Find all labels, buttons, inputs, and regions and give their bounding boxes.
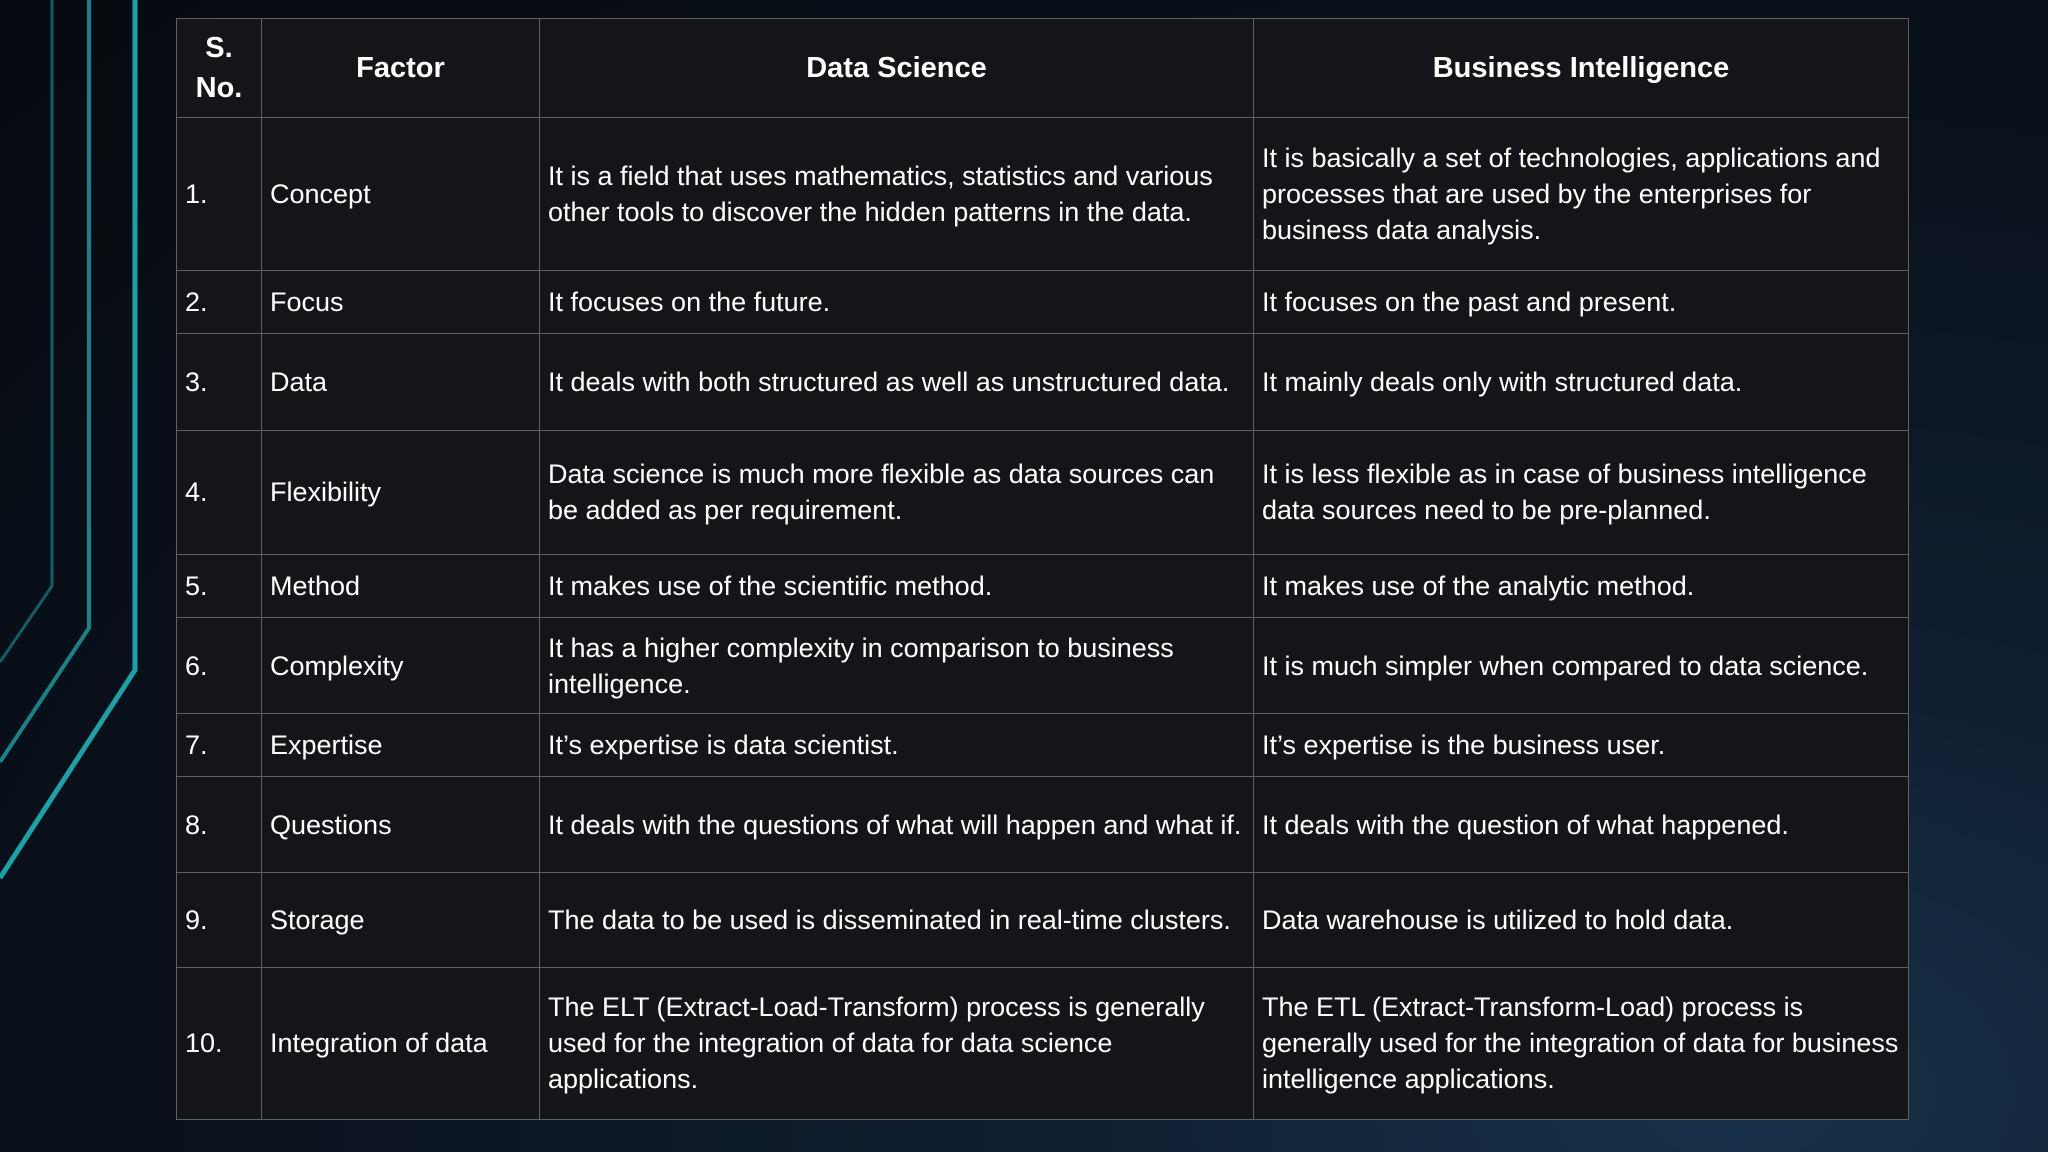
header-data-science: Data Science [540,19,1254,118]
row-business-intelligence: It is less flexible as in case of business intelligence data sources need to be pre-planned. [1254,430,1909,554]
row-factor: Storage [262,873,540,967]
row-factor: Flexibility [262,430,540,554]
comparison-table [176,18,1909,1120]
row-data-science: It makes use of the scientific method. [540,554,1254,617]
header-factor: Factor [262,19,540,118]
row-data-science: The ELT (Extract-Load-Transform) process is generally used for the integration of data for data science applications. [540,967,1254,1119]
row-business-intelligence: The ETL (Extract-Transform-Load) process is generally used for the integration of data for business intelligence applications. [1254,967,1909,1119]
header-business-intelligence: Business Intelligence [1254,19,1909,118]
row-factor: Questions [262,777,540,873]
table-row [177,617,1909,713]
row-number: 9. [177,873,262,967]
row-factor: Expertise [262,714,540,777]
table-row [177,430,1909,554]
row-factor: Data [262,334,540,430]
table-row [177,777,1909,873]
row-data-science: It focuses on the future. [540,271,1254,334]
row-factor: Concept [262,118,540,271]
row-business-intelligence: Data warehouse is utilized to hold data. [1254,873,1909,967]
table-row [177,271,1909,334]
row-data-science: It’s expertise is data scientist. [540,714,1254,777]
row-factor: Complexity [262,617,540,713]
row-number: 4. [177,430,262,554]
row-data-science: It has a higher complexity in comparison to business intelligence. [540,617,1254,713]
row-number: 1. [177,118,262,271]
table-row [177,118,1909,271]
row-business-intelligence: It mainly deals only with structured data. [1254,334,1909,430]
row-business-intelligence: It is much simpler when compared to data science. [1254,617,1909,713]
row-business-intelligence: It is basically a set of technologies, applications and processes that are used by the enterprises for business data analysis. [1254,118,1909,271]
table-header-row [177,19,1909,118]
row-data-science: It deals with the questions of what will happen and what if. [540,777,1254,873]
table-row [177,334,1909,430]
row-number: 7. [177,714,262,777]
comparison-table-container [176,18,1908,1120]
header-sno: S. No. [177,19,262,118]
row-number: 2. [177,271,262,334]
decorative-accent-lines [0,0,160,900]
table-row [177,873,1909,967]
row-factor: Integration of data [262,967,540,1119]
row-business-intelligence: It makes use of the analytic method. [1254,554,1909,617]
row-factor: Method [262,554,540,617]
row-business-intelligence: It deals with the question of what happened. [1254,777,1909,873]
table-row [177,714,1909,777]
row-number: 5. [177,554,262,617]
table-row [177,967,1909,1119]
row-number: 6. [177,617,262,713]
row-data-science: It deals with both structured as well as unstructured data. [540,334,1254,430]
row-factor: Focus [262,271,540,334]
row-number: 8. [177,777,262,873]
row-data-science: It is a field that uses mathematics, statistics and various other tools to discover the hidden patterns in the data. [540,118,1254,271]
row-number: 3. [177,334,262,430]
row-data-science: Data science is much more flexible as data sources can be added as per requirement. [540,430,1254,554]
row-business-intelligence: It focuses on the past and present. [1254,271,1909,334]
table-row [177,554,1909,617]
row-data-science: The data to be used is disseminated in real-time clusters. [540,873,1254,967]
row-business-intelligence: It’s expertise is the business user. [1254,714,1909,777]
row-number: 10. [177,967,262,1119]
